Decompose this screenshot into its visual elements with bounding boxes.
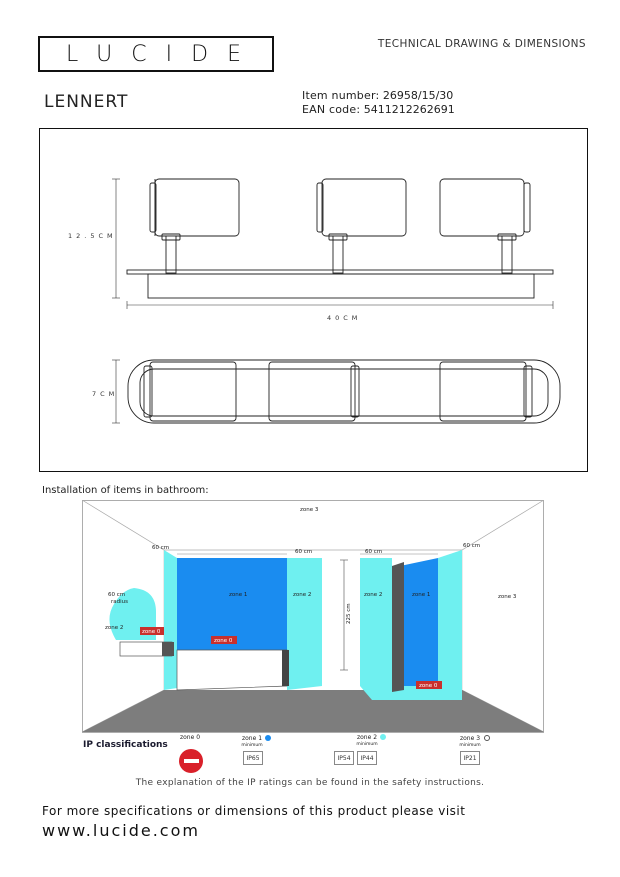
bathtub [177,650,287,690]
footer-website-link[interactable]: www.lucide.com [42,821,200,840]
zone-3-color-dot [484,735,490,741]
ean-line [302,103,455,117]
ip-zone-1-label: zone 1 [241,735,263,742]
brand-logo [38,36,274,72]
item-number-label: Item number: [302,89,380,102]
ip-explanation-note: The explanation of the IP ratings can be found in the safety instructions. [135,778,485,788]
item-info [302,89,455,117]
depth-dimension: 7CM [92,390,119,398]
ip-zone-1-caption [222,735,282,749]
dim-60-mid-left: 60 cm [295,549,313,555]
top-view-head-middle [269,362,359,421]
shower-zone-1 [400,558,438,686]
shower-zone-2-right [438,550,462,690]
zone-3-right-label: zone 3 [498,594,517,600]
spot-head-middle [317,179,406,236]
document-type: TECHNICAL DRAWING & DIMENSIONS [377,38,586,50]
sink-zone-0-label: zone 0 [142,629,161,635]
spot-head-left [150,179,239,236]
shower-zone-0-label: zone 0 [419,683,438,689]
stem-middle [333,236,343,273]
brand-name: LUCIDE [66,41,260,67]
shower-zone-2-label: zone 2 [364,592,383,598]
bath-zone-1-label: zone 1 [229,592,248,598]
ean-code: 5411212262691 [363,103,455,116]
footer-specifications-text: For more specifications or dimensions of this product please visit [42,804,466,818]
height-225-label: 225 cm [346,603,352,624]
top-view-head-left [144,362,236,421]
radius-label: 60 cm [108,592,126,598]
shower-panel [392,562,404,692]
no-entry-icon [179,749,203,773]
item-number-line [302,89,455,103]
technical-drawing-frame [39,128,588,472]
base-bar [148,274,534,298]
bath-zone-2-label: zone 2 [293,592,312,598]
ip44-box: IP44 [357,751,377,765]
ip-zone-2-minimum: minimum [356,742,378,747]
bathroom-installation-heading: Installation of items in bathroom: [42,485,209,496]
ip-zone-1-minimum: minimum [241,743,263,748]
ip21-box: IP21 [460,751,480,765]
stem-right [502,236,512,273]
spot-head-right [440,179,530,236]
item-number: 26958/15/30 [382,89,454,102]
ip-zone-2-caption [337,734,397,748]
dim-60-right: 60 cm [463,543,481,549]
zone-1-color-dot [265,735,271,741]
top-view-head-right [440,362,532,421]
sink-zone-2-label: zone 2 [105,625,124,631]
dim-60-mid-right: 60 cm [365,549,383,555]
ip-zone-0-label: zone 0 [179,734,201,741]
ip-zone-3-label: zone 3 [459,735,481,742]
left-wall-zone-2 [164,550,177,690]
ip65-box: IP65 [243,751,263,765]
zone-2-color-dot [380,734,386,740]
bathroom-zone-diagram [82,500,544,734]
top-view-outline [128,360,560,423]
ip-zone-3-minimum: minimum [459,743,481,748]
technical-drawing [40,129,589,473]
product-name: LENNERT [44,92,129,112]
shower-zone-1-label: zone 1 [412,592,431,598]
height-dimension: 12.5CM [68,232,117,240]
ip-zone-0-caption [160,734,220,741]
ip54-box: IP54 [334,751,354,765]
ip-zone-2-label: zone 2 [356,734,378,741]
ip-classifications-title: IP classifications [83,740,168,750]
radius-sublabel: radius [111,599,129,605]
ip-zone-3-caption [440,735,500,749]
stem-left [166,236,176,273]
width-dimension: 40CM [327,314,362,322]
ean-label: EAN code: [302,103,361,116]
shower-zone-2-left [360,558,392,686]
zone-3-top-label: zone 3 [300,507,319,513]
bath-zone-2 [287,558,322,690]
dim-60-left: 60 cm [152,545,170,551]
bath-zone-0-label: zone 0 [214,638,233,644]
